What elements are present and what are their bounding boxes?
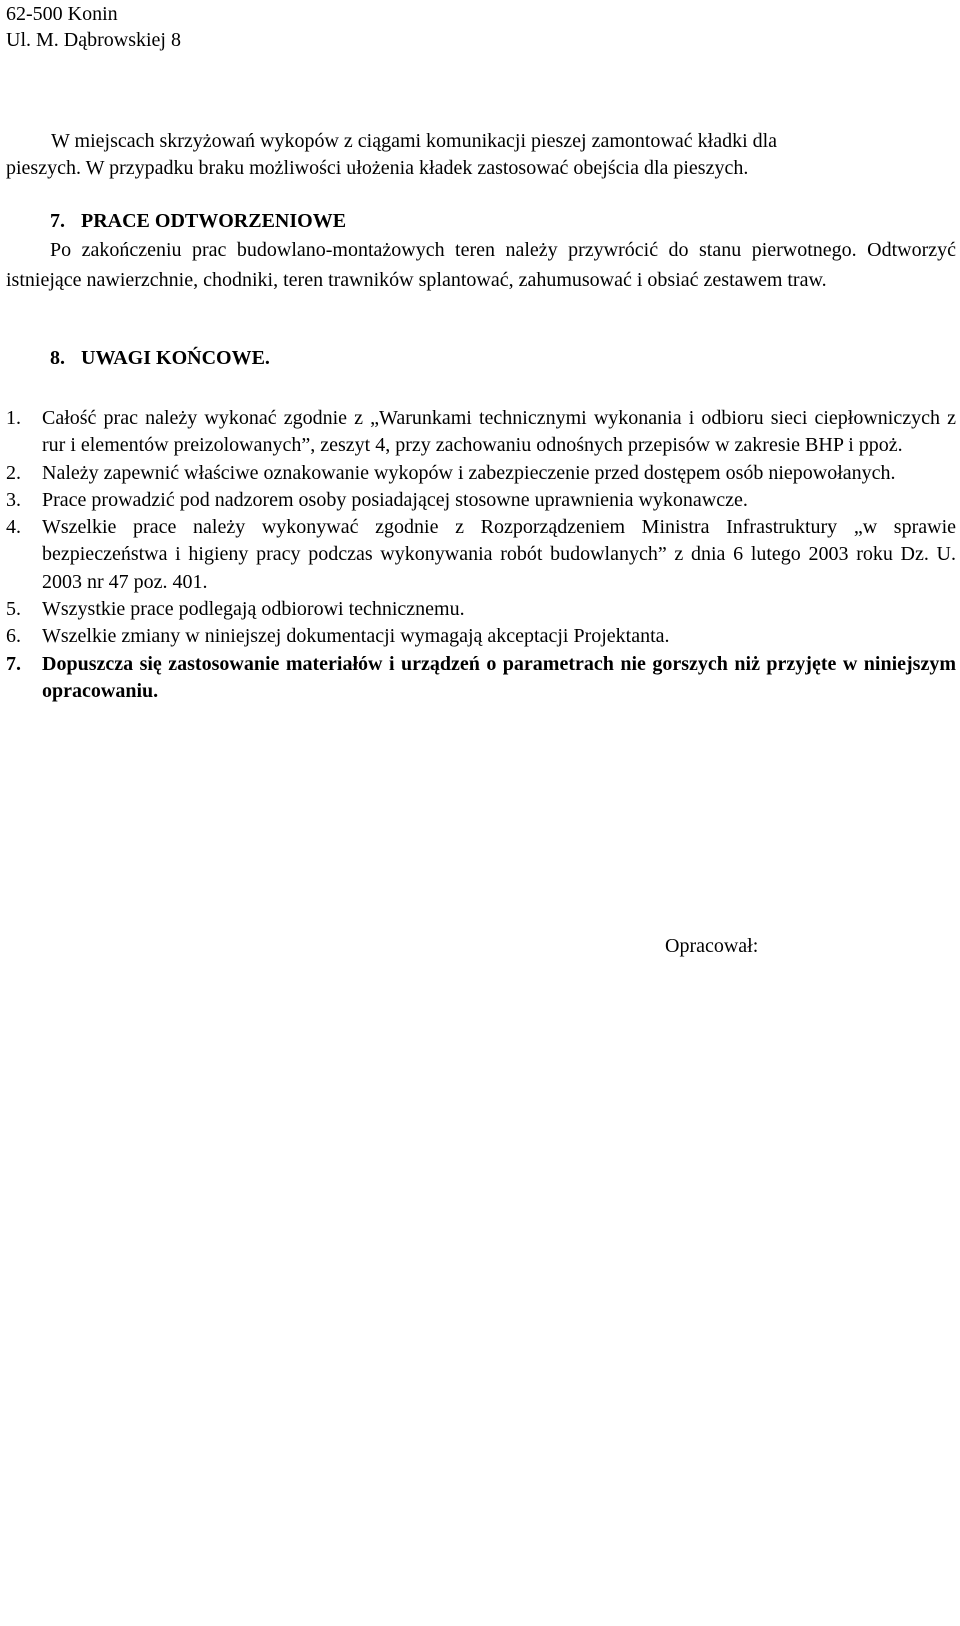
- list-item-text: Wszystkie prace podlegają odbiorowi technicznemu.: [42, 598, 465, 621]
- list-item-text: Należy zapewnić właściwe oznakowanie wykopów i zabezpieczenie przed dostępem osób niepowołanych.: [42, 461, 896, 484]
- section-title: UWAGI KOŃCOWE.: [81, 347, 270, 369]
- address-block: [6, 1, 181, 53]
- list-item: [6, 623, 956, 650]
- section-restoration-works: [6, 208, 956, 295]
- section-number: 8.: [50, 347, 65, 369]
- list-item-number: 4.: [6, 516, 21, 539]
- intro-line-2: pieszych. W przypadku braku możliwości ułożenia kładek zastosować obejścia dla pieszych.: [6, 157, 749, 179]
- section-heading: [6, 345, 956, 372]
- list-item: [6, 487, 956, 514]
- list-item-text: Wszelkie prace należy wykonywać zgodnie z Rozporządzeniem Ministra Infrastruktury „w sprawie bezpieczeństwa i higieny pracy podczas wykonywania robót budowlanych” z dnia 6 lutego 2003 roku Dz. U. 2003 nr 47 poz. 401.: [42, 516, 956, 593]
- list-item-number: 1.: [6, 407, 21, 429]
- section-number: 7.: [50, 210, 65, 232]
- list-item-text: Prace prowadzić pod nadzorem osoby posiadającej stosowne uprawnienia wykonawcze.: [42, 488, 748, 511]
- list-item: [6, 596, 956, 623]
- list-item: [6, 651, 956, 706]
- list-item-number: 5.: [6, 598, 21, 621]
- list-item-text: Wszelkie zmiany w niniejszej dokumentacji wymagają akceptacji Projektanta.: [42, 625, 670, 648]
- list-item: [6, 514, 956, 596]
- section-final-remarks: [6, 345, 956, 372]
- list-item: [6, 405, 956, 460]
- signature-label: Opracował:: [665, 935, 759, 957]
- address-line-street: Ul. M. Dąbrowskiej 8: [6, 29, 181, 51]
- list-item: [6, 460, 956, 487]
- list-item-text: Całość prac należy wykonać zgodnie z „Warunkami technicznymi wykonania i odbioru sieci ciepłowniczych z rur i elementów preizolowanych”, zeszyt 4, przy zachowaniu odnośnych przepisów w zakresie BHP i ppoż.: [42, 407, 956, 457]
- list-item-number: 6.: [6, 625, 21, 648]
- list-item-number: 7.: [6, 652, 21, 675]
- intro-line-1: W miejscach skrzyżowań wykopów z ciągami komunikacji pieszej zamontować kładki dla: [51, 130, 778, 152]
- section-heading: [6, 208, 956, 235]
- list-item-text: Dopuszcza się zastosowanie materiałów i urządzeń o parametrach nie gorszych niż przyjęte w niniejszym opracowaniu.: [42, 652, 956, 702]
- intro-paragraph: [6, 128, 956, 182]
- section-paragraph: Po zakończeniu prac budowlano-montażowych teren należy przywrócić do stanu pierwotnego. Odtworzyć istniejące nawierzchnie, chodniki, teren trawników splantować, zahumusować i obsiać zestawem traw.: [6, 239, 956, 291]
- address-line-city: 62-500 Konin: [6, 3, 118, 25]
- list-item-number: 2.: [6, 461, 21, 484]
- section-title: PRACE ODTWORZENIOWE: [81, 210, 347, 232]
- remarks-list: [6, 405, 956, 705]
- list-item-number: 3.: [6, 488, 21, 511]
